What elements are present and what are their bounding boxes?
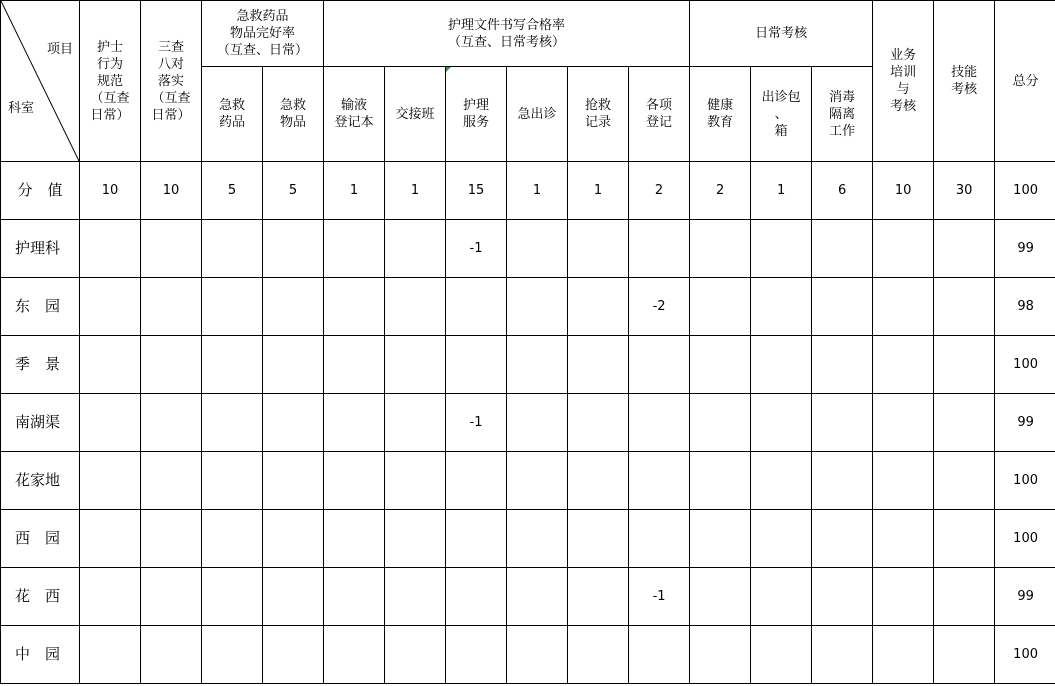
deduction-cell	[934, 510, 995, 568]
deduction-cell	[324, 278, 385, 336]
deduction-cell	[568, 626, 629, 684]
deduction-cell	[263, 510, 324, 568]
dept-name-cell: 东 园	[1, 278, 80, 336]
deduction-cell	[202, 510, 263, 568]
table-row	[1, 568, 1055, 626]
deduction-cell	[446, 568, 507, 626]
deduction-cell	[751, 452, 812, 510]
deduction-cell	[80, 220, 141, 278]
deduction-cell	[507, 510, 568, 568]
deduction-cell	[812, 278, 873, 336]
deduction-cell	[324, 626, 385, 684]
deduction-cell	[446, 336, 507, 394]
deduction-cell	[202, 394, 263, 452]
deduction-cell	[80, 510, 141, 568]
score-value-cell: 10	[80, 162, 141, 220]
group-header-daily: 日常考核	[690, 1, 873, 67]
deduction-cell	[934, 220, 995, 278]
deduction-cell	[141, 394, 202, 452]
table-row	[1, 278, 1055, 336]
deduction-cell	[263, 394, 324, 452]
deduction-cell	[202, 452, 263, 510]
deduction-cell	[629, 220, 690, 278]
dept-name-cell: 花 西	[1, 568, 80, 626]
deduction-cell	[385, 336, 446, 394]
deduction-cell	[263, 278, 324, 336]
deduction-cell	[446, 626, 507, 684]
deduction-cell	[80, 568, 141, 626]
deduction-cell	[934, 626, 995, 684]
total-score-cell: 100	[995, 510, 1055, 568]
deduction-cell	[141, 336, 202, 394]
score-value-cell: 5	[202, 162, 263, 220]
deduction-cell	[80, 452, 141, 510]
deduction-cell	[80, 394, 141, 452]
deduction-cell	[690, 626, 751, 684]
score-value-cell: 30	[934, 162, 995, 220]
deduction-cell	[385, 278, 446, 336]
deduction-cell	[812, 452, 873, 510]
deduction-cell	[873, 220, 934, 278]
deduction-cell	[568, 336, 629, 394]
deduction-cell	[873, 510, 934, 568]
deduction-cell	[751, 510, 812, 568]
deduction-cell	[751, 220, 812, 278]
deduction-cell	[690, 278, 751, 336]
deduction-cell	[629, 336, 690, 394]
deduction-cell	[568, 394, 629, 452]
deduction-cell	[873, 278, 934, 336]
deduction-cell	[385, 220, 446, 278]
deduction-cell	[141, 510, 202, 568]
deduction-cell	[629, 626, 690, 684]
score-value-cell: 10	[873, 162, 934, 220]
deduction-cell	[568, 568, 629, 626]
deduction-cell	[385, 452, 446, 510]
deduction-cell	[324, 568, 385, 626]
sub-col-header: 消毒 隔离 工作	[812, 67, 873, 162]
score-value-cell: 1	[324, 162, 385, 220]
score-value-cell: 5	[263, 162, 324, 220]
deduction-cell	[812, 510, 873, 568]
deduction-cell	[507, 278, 568, 336]
deduction-cell	[141, 278, 202, 336]
deduction-cell: -2	[629, 278, 690, 336]
sub-col-header: 护理 服务	[446, 67, 507, 162]
deduction-cell	[324, 510, 385, 568]
total-score-cell: 99	[995, 220, 1055, 278]
deduction-cell	[507, 452, 568, 510]
total-score-cell: 98	[995, 278, 1055, 336]
deduction-cell	[568, 278, 629, 336]
score-value-cell: 1	[568, 162, 629, 220]
sub-col-header: 急救 药品	[202, 67, 263, 162]
deduction-cell: -1	[446, 394, 507, 452]
group-header-documents: 护理文件书写合格率 （互查、日常考核）	[324, 1, 690, 67]
sub-col-header: 抢救 记录	[568, 67, 629, 162]
comment-marker-icon	[446, 67, 451, 72]
col-header-skills: 技能 考核	[934, 1, 995, 162]
deduction-cell	[934, 278, 995, 336]
deduction-cell	[507, 220, 568, 278]
table-row	[1, 510, 1055, 568]
deduction-cell	[141, 452, 202, 510]
deduction-cell	[751, 568, 812, 626]
deduction-cell	[202, 626, 263, 684]
deduction-cell	[446, 510, 507, 568]
deduction-cell	[385, 510, 446, 568]
deduction-cell	[812, 336, 873, 394]
score-value-cell: 100	[995, 162, 1055, 220]
deduction-cell	[446, 278, 507, 336]
dept-name-cell: 中 园	[1, 626, 80, 684]
deduction-cell	[690, 220, 751, 278]
table-row	[1, 452, 1055, 510]
deduction-cell	[934, 394, 995, 452]
score-value-cell: 6	[812, 162, 873, 220]
deduction-cell	[812, 394, 873, 452]
deduction-cell	[324, 452, 385, 510]
deduction-cell	[629, 510, 690, 568]
deduction-cell	[568, 510, 629, 568]
table-row	[1, 220, 1055, 278]
table-row	[1, 394, 1055, 452]
header-row-1	[1, 1, 1055, 67]
deduction-cell	[873, 336, 934, 394]
deduction-cell	[873, 626, 934, 684]
group-header-emergency: 急救药品 物品完好率 （互查、日常）	[202, 1, 324, 67]
deduction-cell	[141, 626, 202, 684]
deduction-cell	[385, 568, 446, 626]
total-score-cell: 100	[995, 336, 1055, 394]
corner-dept-label: 科室	[8, 101, 35, 116]
sub-col-header: 急救 物品	[263, 67, 324, 162]
total-score-cell: 99	[995, 568, 1055, 626]
sub-col-header: 交接班	[385, 67, 446, 162]
deduction-cell	[507, 626, 568, 684]
deduction-cell	[629, 452, 690, 510]
deduction-cell	[385, 626, 446, 684]
deduction-cell	[873, 452, 934, 510]
deduction-cell	[751, 336, 812, 394]
dept-name-cell: 花家地	[1, 452, 80, 510]
deduction-cell	[507, 394, 568, 452]
deduction-cell	[934, 336, 995, 394]
deduction-cell	[873, 394, 934, 452]
corner-item-label: 项目	[46, 42, 73, 57]
score-row-label: 分 值	[1, 162, 80, 220]
dept-name-cell: 护理科	[1, 220, 80, 278]
deduction-cell	[202, 568, 263, 626]
total-score-cell: 100	[995, 626, 1055, 684]
deduction-cell	[80, 278, 141, 336]
score-value-cell: 1	[385, 162, 446, 220]
deduction-cell	[263, 336, 324, 394]
dept-name-cell: 南湖渠	[1, 394, 80, 452]
deduction-cell	[751, 278, 812, 336]
score-value-cell: 10	[141, 162, 202, 220]
deduction-cell	[568, 220, 629, 278]
col-header-conduct: 护士 行为 规范 （互查 日常）	[80, 1, 141, 162]
deduction-cell	[446, 452, 507, 510]
score-value-cell: 1	[751, 162, 812, 220]
sub-col-header: 输液 登记本	[324, 67, 385, 162]
deduction-cell	[690, 568, 751, 626]
deduction-cell	[385, 394, 446, 452]
diagonal-line	[1, 1, 79, 161]
table-row	[1, 336, 1055, 394]
deduction-cell	[80, 336, 141, 394]
deduction-cell	[324, 336, 385, 394]
deduction-cell	[934, 568, 995, 626]
total-score-cell: 99	[995, 394, 1055, 452]
sub-col-header: 健康 教育	[690, 67, 751, 162]
score-value-cell: 2	[690, 162, 751, 220]
deduction-cell	[690, 510, 751, 568]
deduction-cell	[751, 626, 812, 684]
score-value-cell: 2	[629, 162, 690, 220]
deduction-cell	[812, 220, 873, 278]
deduction-cell	[202, 336, 263, 394]
col-header-three-checks: 三查 八对 落实 （互查 日常）	[141, 1, 202, 162]
corner-header-cell	[1, 1, 80, 162]
deduction-cell	[568, 452, 629, 510]
deduction-cell	[141, 568, 202, 626]
deduction-cell	[202, 220, 263, 278]
sub-col-header: 急出诊	[507, 67, 568, 162]
deduction-cell	[690, 452, 751, 510]
deduction-cell	[263, 568, 324, 626]
deduction-cell	[812, 568, 873, 626]
dept-name-cell: 季 景	[1, 336, 80, 394]
deduction-cell	[934, 452, 995, 510]
deduction-cell	[263, 452, 324, 510]
score-value-cell: 15	[446, 162, 507, 220]
deduction-cell	[324, 394, 385, 452]
sub-col-header: 出诊包 、 箱	[751, 67, 812, 162]
col-header-total: 总分	[995, 1, 1055, 162]
deduction-cell	[80, 626, 141, 684]
deduction-cell	[873, 568, 934, 626]
deduction-cell	[141, 220, 202, 278]
deduction-cell	[812, 626, 873, 684]
deduction-cell	[629, 394, 690, 452]
deduction-cell	[263, 220, 324, 278]
deduction-cell	[507, 336, 568, 394]
dept-name-cell: 西 园	[1, 510, 80, 568]
deduction-cell	[690, 394, 751, 452]
deduction-cell	[324, 220, 385, 278]
deduction-cell	[202, 278, 263, 336]
deduction-cell	[751, 394, 812, 452]
sub-col-header: 各项 登记	[629, 67, 690, 162]
deduction-cell	[507, 568, 568, 626]
col-header-training: 业务 培训 与 考核	[873, 1, 934, 162]
score-value-cell: 1	[507, 162, 568, 220]
deduction-cell: -1	[629, 568, 690, 626]
deduction-cell	[690, 336, 751, 394]
score-row	[1, 162, 1055, 220]
total-score-cell: 100	[995, 452, 1055, 510]
deduction-cell: -1	[446, 220, 507, 278]
table-row	[1, 626, 1055, 684]
deduction-cell	[263, 626, 324, 684]
